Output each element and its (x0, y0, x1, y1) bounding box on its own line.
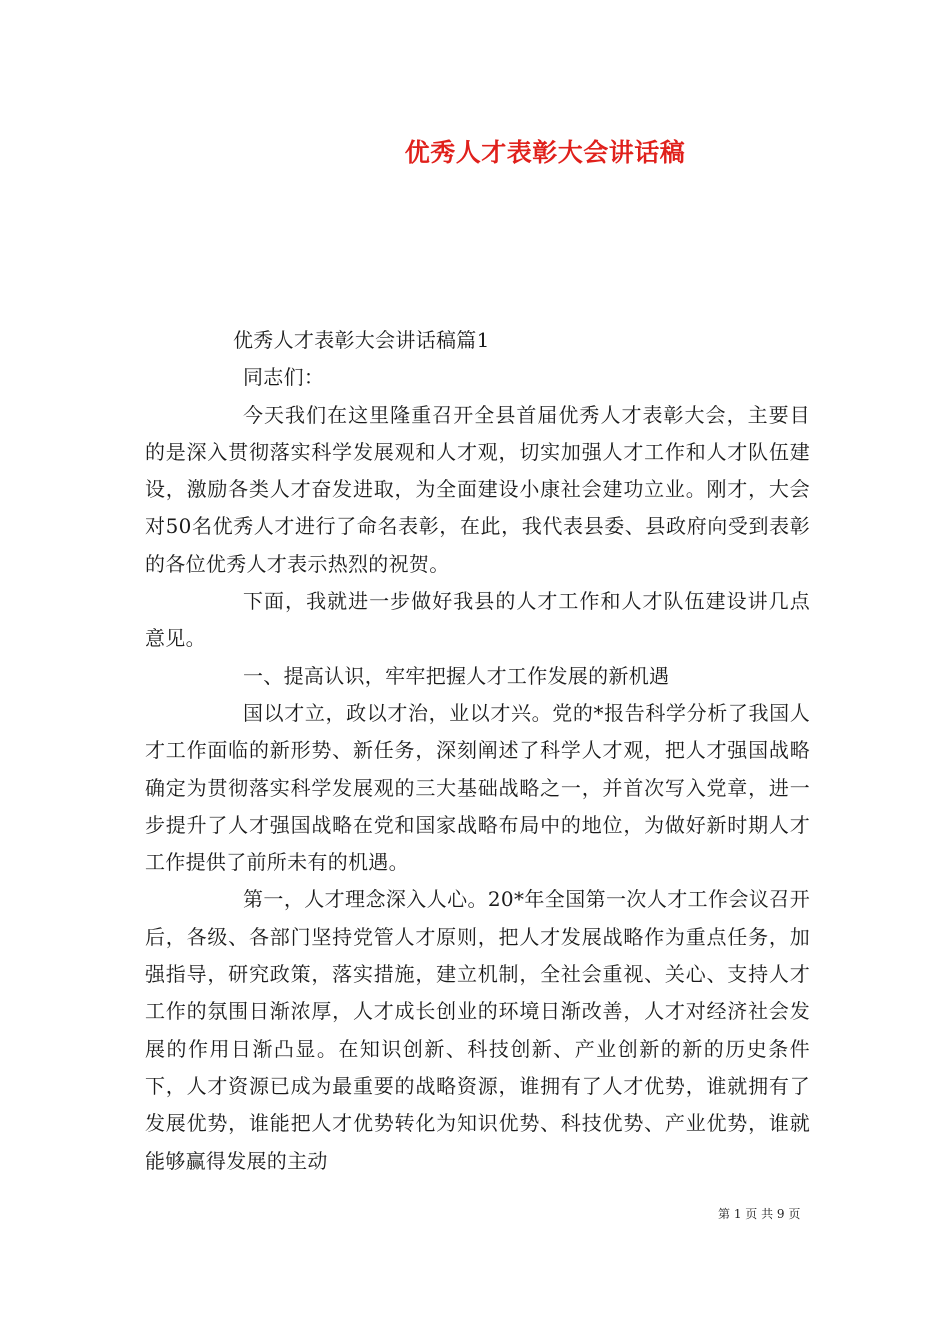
paragraph-talent-strategy: 国以才立，政以才治，业以才兴。党的*报告科学分析了我国人才工作面临的新形势、新任务，深刻阐述了科学人才观，把人才强国战略确定为贯彻落实科学发展观的三大基础战略之一，并首次写入党章，进一步提升了人才强国战略在党和国家战略布局中的地位，为做好新时期人才工作提供了前所未有的机遇。 (145, 700, 810, 875)
section-heading-1: 一、提高认识，牢牢把握人才工作发展的新机遇 (243, 663, 670, 688)
salutation: 同志们： (243, 365, 325, 390)
document-subtitle: 优秀人才表彰大会讲话稿篇1 (233, 328, 490, 352)
paragraph-intro: 今天我们在这里隆重召开全县首届优秀人才表彰大会，主要目的是深入贯彻落实科学发展观和人才观，切实加强人才工作和人才队伍建设，激励各类人才奋发进取，为全面建设小康社会建功立业。刚才，大会对50名优秀人才进行了命名表彰，在此，我代表县委、县政府向受到表彰的各位优秀人才表示热烈的祝贺。 (145, 402, 810, 576)
page-number: 第 1 页 共 9 页 (718, 1207, 801, 1221)
document-title: 优秀人才表彰大会讲话稿 (404, 138, 686, 167)
paragraph-first-point: 第一，人才理念深入人心。20*年全国第一次人才工作会议召开后，各级、各部门坚持党管人才原则，把人才发展战略作为重点任务，加强指导，研究政策，落实措施，建立机制，全社会重视、关心、支持人才工作的氛围日渐浓厚，人才成长创业的环境日渐改善，人才对经济社会发展的作用日渐凸显。在知识创新、科技创新、产业创新的新的历史条件下，人才资源已成为最重要的战略资源，谁拥有了人才优势，谁就拥有了发展优势，谁能把人才优势转化为知识优势、科技优势、产业优势，谁就能够赢得发展的主动 (145, 887, 810, 1173)
document-body (145, 322, 810, 1180)
paragraph-opinions: 下面，我就进一步做好我县的人才工作和人才队伍建设讲几点意见。 (145, 589, 810, 651)
